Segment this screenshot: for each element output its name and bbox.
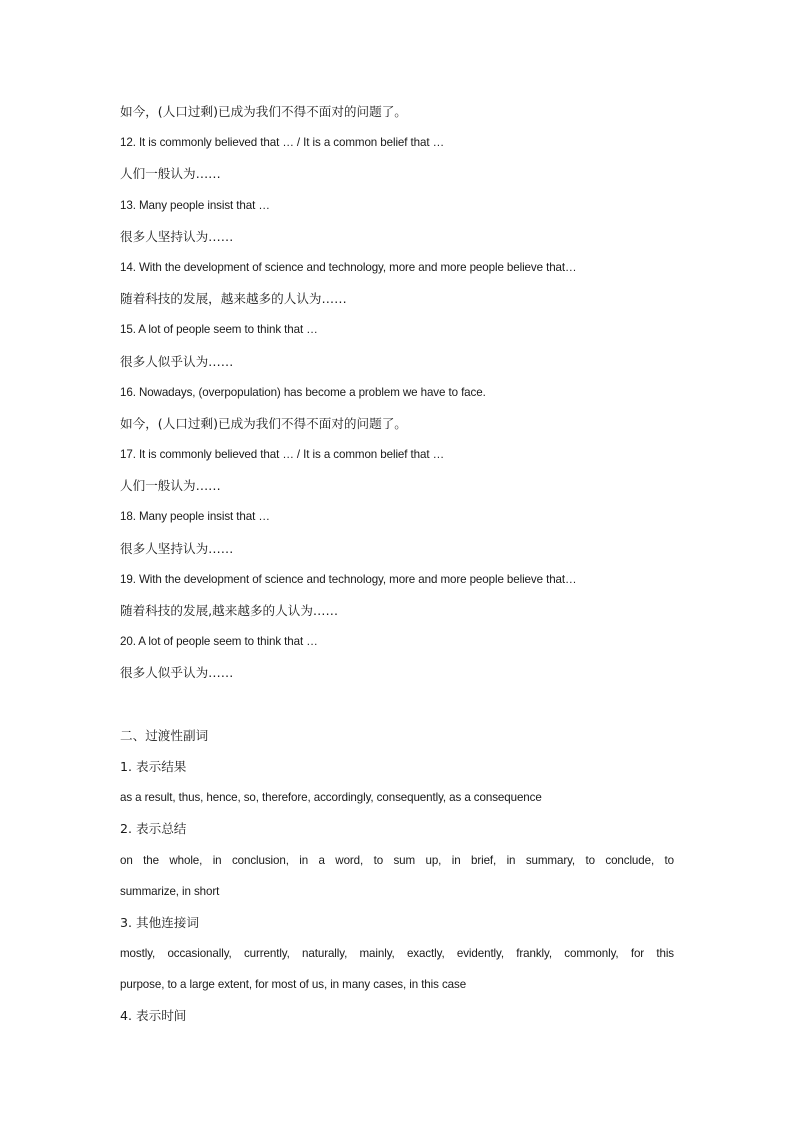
text-line: 随着科技的发展，越来越多的人认为…… (120, 291, 347, 307)
subsection-label: 3. 其他连接词 (120, 914, 199, 930)
text-line: 15. A lot of people seem to think that … (120, 323, 318, 337)
text-line: 13. Many people insist that … (120, 198, 270, 212)
text-line: 随着科技的发展,越来越多的人认为…… (120, 603, 339, 618)
blank-line (120, 693, 674, 724)
text-line: 18. Many people insist that … (120, 510, 270, 524)
text-line: 14. With the development of science and technology, more and more people believe that… (120, 260, 577, 274)
text-line: 16. Nowadays, (overpopulation) has become a problem we have to face. (120, 385, 486, 399)
section-heading: 二、过渡性副词 (120, 727, 209, 743)
text-line: 很多人似乎认为…… (120, 665, 234, 681)
text-line: 如今，(人口过剩)已成为我们不得不面对的问题了。 (120, 104, 407, 119)
word-list: as a result, thus, hence, so, therefore, accordingly, consequently, as a consequence (120, 791, 542, 805)
document-page (120, 100, 674, 1036)
text-line: 很多人似乎认为…… (120, 353, 234, 369)
subsection-label: 1. 表示结果 (120, 758, 187, 774)
word-list: mostly, occasionally, currently, naturally, mainly, exactly, evidently, frankly, commonly, for this (120, 947, 674, 961)
text-line: 20. A lot of people seem to think that … (120, 635, 318, 649)
word-list: purpose, to a large extent, for most of us, in many cases, in this case (120, 978, 467, 992)
text-line: 很多人坚持认为…… (120, 540, 234, 556)
subsection-label: 2. 表示总结 (120, 821, 187, 837)
text-line: 如今，(人口过剩)已成为我们不得不面对的问题了。 (120, 415, 407, 431)
text-line: 12. It is commonly believed that … / It is a common belief that … (120, 136, 445, 150)
word-list: on the whole, in conclusion, in a word, to sum up, in brief, in summary, to conclude, to (120, 853, 674, 867)
word-list: summarize, in short (120, 884, 220, 898)
text-line: 人们一般认为…… (120, 478, 221, 494)
text-line: 人们一般认为…… (120, 166, 221, 182)
text-line: 17. It is commonly believed that … / It is a common belief that … (120, 448, 445, 462)
text-line: 很多人坚持认为…… (120, 228, 234, 244)
text-line: 19. With the development of science and technology, more and more people believe that… (120, 572, 577, 586)
subsection-label: 4. 表示时间 (120, 1008, 187, 1024)
